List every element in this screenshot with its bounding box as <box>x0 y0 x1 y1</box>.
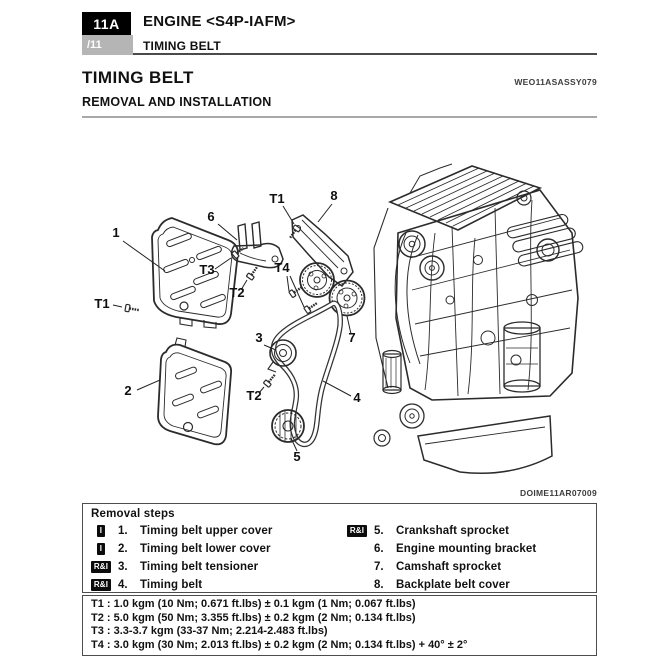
timing-belt-exploded-diagram <box>80 138 600 488</box>
removal-steps-grid <box>91 522 588 594</box>
step-label: Crankshaft sprocket <box>396 525 510 537</box>
callout-t2-lower: T2 <box>246 388 262 403</box>
engine-assembly-illustration <box>374 164 584 473</box>
step-label: Timing belt tensioner <box>140 561 259 573</box>
badge-column <box>91 561 111 573</box>
header-rule <box>133 53 597 55</box>
page-title: TIMING BELT <box>82 68 194 87</box>
badge-column <box>347 525 367 537</box>
timing-belt-lower-cover <box>158 338 231 444</box>
step-label: Timing belt lower cover <box>140 543 271 555</box>
callout-t4: T4 <box>274 260 290 275</box>
removal-steps-title: Removal steps <box>91 508 175 520</box>
step-number: 5. <box>374 525 384 537</box>
crankshaft-sprocket <box>272 410 304 442</box>
step-number: 3. <box>118 561 128 573</box>
removal-step-row <box>347 540 588 558</box>
step-number: 6. <box>374 543 384 555</box>
figure-code: DOIME11AR07009 <box>520 488 597 498</box>
step-number: 1. <box>118 525 128 537</box>
section-heading: REMOVAL AND INSTALLATION <box>82 95 272 109</box>
callout-2: 2 <box>124 383 132 398</box>
torque-spec-t2: T2 : 5.0 kgm (50 Nm; 3.355 ft.lbs) ± 0.2 kgm (2 Nm; 0.134 ft.lbs) <box>91 611 416 624</box>
step-label: Camshaft sprocket <box>396 561 502 573</box>
callout-3: 3 <box>255 330 263 345</box>
callout-t1-top: T1 <box>269 191 285 206</box>
section-code: 11A <box>93 15 120 32</box>
removal-step-row <box>91 576 343 594</box>
step-label: Backplate belt cover <box>396 579 510 591</box>
torque-spec-t3: T3 : 3.3-3.7 kgm (33-37 Nm; 2.214-2.483 ft.lbs) <box>91 625 328 638</box>
step-label: Timing belt upper cover <box>140 525 273 537</box>
step-label: Engine mounting bracket <box>396 543 537 555</box>
removal-step-row <box>347 576 588 594</box>
doc-code: WEO11ASASSY079 <box>514 77 597 87</box>
badge-column <box>91 525 111 537</box>
removal-step-row <box>91 522 343 540</box>
callout-t1-left: T1 <box>94 296 110 311</box>
callout-8: 8 <box>330 188 338 203</box>
step-number: 7. <box>374 561 384 573</box>
step-number: 4. <box>118 579 128 591</box>
badge-column <box>91 579 111 591</box>
step-number: 2. <box>118 543 128 555</box>
removal-steps-right-column <box>347 522 588 594</box>
removal-steps-left-column <box>91 522 343 594</box>
removal-steps-box <box>82 503 597 593</box>
callout-5: 5 <box>293 449 301 464</box>
callout-t3: T3 <box>199 262 215 277</box>
step-badge: I <box>97 525 105 537</box>
torque-spec-t1: T1 : 1.0 kgm (10 Nm; 0.671 ft.lbs) ± 0.1 kgm (1 Nm; 0.067 ft.lbs) <box>91 598 416 610</box>
step-label: Timing belt <box>140 579 203 591</box>
removal-step-row <box>347 522 588 540</box>
removal-step-row <box>91 540 343 558</box>
callout-7: 7 <box>348 330 356 345</box>
step-badge: R&I <box>347 525 367 537</box>
removal-step-row <box>91 558 343 576</box>
step-badge: R&I <box>91 579 111 591</box>
section-page-box <box>82 35 133 55</box>
chapter-subtitle: TIMING BELT <box>143 39 221 53</box>
torque-spec-t4: T4 : 3.0 kgm (30 Nm; 2.013 ft.lbs) ± 0.2 kgm (2 Nm; 0.134 ft.lbs) + 40° ± 2° <box>91 638 468 651</box>
section-page: /11 <box>87 39 102 51</box>
chapter-title: ENGINE <S4P-IAFM> <box>143 13 296 30</box>
callout-4: 4 <box>353 390 361 405</box>
torque-specs-box <box>82 595 597 656</box>
section-code-box <box>82 12 131 35</box>
callout-1: 1 <box>112 225 120 240</box>
callout-6: 6 <box>207 209 215 224</box>
removal-step-row <box>347 558 588 576</box>
step-badge: I <box>97 543 105 555</box>
step-number: 8. <box>374 579 384 591</box>
badge-column <box>91 543 111 555</box>
section-rule <box>82 116 597 118</box>
callout-t2-upper: T2 <box>229 285 245 300</box>
step-badge: R&I <box>91 561 111 573</box>
timing-belt-upper-cover <box>152 218 238 328</box>
